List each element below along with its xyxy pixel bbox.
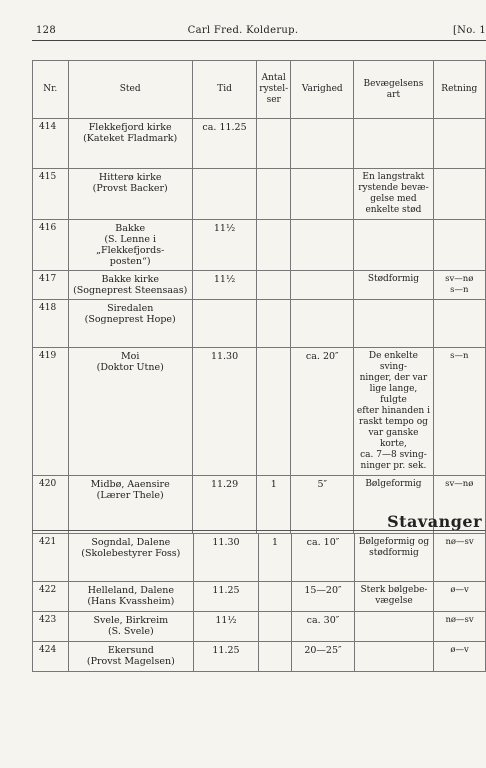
count-cell [257,220,291,271]
direction-cell [433,300,485,348]
section-rule [32,530,486,531]
direction-cell: nø—sv [434,534,486,582]
count-cell [258,582,291,612]
direction-cell: nø—sv [434,612,486,642]
col-header-art: Bevægelsens art [354,61,433,119]
duration-cell: 15—20″ [292,582,355,612]
count-cell [258,612,291,642]
place-cell: Hitterø kirke (Provst Backer) [68,169,192,220]
col-header-no: Nr. [33,61,69,119]
direction-cell: sv—nø [433,476,485,534]
time-cell: 11.25 [194,642,259,672]
row-number: 415 [33,169,69,220]
table-row [33,220,486,271]
col-header-varighed: Varighed [291,61,354,119]
table-row [33,300,486,348]
row-number: 423 [33,612,69,642]
time-cell: 11½ [194,612,259,642]
place-cell: Siredalen (Sogneprest Hope) [68,300,192,348]
time-cell: ca. 11.25 [192,119,256,169]
direction-cell: sv—nø s—n [433,271,485,300]
time-cell: 11½ [192,220,256,271]
row-number: 418 [33,300,69,348]
time-cell [192,169,256,220]
count-cell: 1 [258,534,291,582]
count-cell [257,300,291,348]
place-cell: Flekkefjord kirke (Kateket Fladmark) [68,119,192,169]
duration-cell: 5″ [291,476,354,534]
table-header-row [33,61,486,119]
place-cell: Midbø, Aaensire (Lærer Thele) [68,476,192,534]
time-cell [192,300,256,348]
table-row [33,534,486,582]
duration-cell [291,300,354,348]
place-cell: Bakke kirke (Sogneprest Steensaas) [68,271,192,300]
place-cell: Bakke (S. Lenne i „Flekkefjords- posten“) [68,220,192,271]
place-cell: Svele, Birkreim (S. Svele) [68,612,193,642]
duration-cell: ca. 10″ [292,534,355,582]
motion-type-cell: De enkelte sving- ninger, der var lige lange, fulgte efter hinanden i raskt tempo og var ganske korte, ca. 7—8 sving- ninger pr. sek. [354,348,433,476]
place-cell: Sogndal, Dalene (Skolebestyrer Foss) [68,534,193,582]
motion-type-cell [354,220,433,271]
observations-table [32,60,486,534]
row-number: 414 [33,119,69,169]
motion-type-cell [354,119,433,169]
row-number: 416 [33,220,69,271]
time-cell: 11½ [192,271,256,300]
duration-cell [291,169,354,220]
table-row [33,119,486,169]
place-cell: Moi (Doktor Utne) [68,348,192,476]
direction-cell [433,119,485,169]
col-header-tid: Tid [192,61,256,119]
count-cell [257,169,291,220]
direction-cell [433,220,485,271]
motion-type-cell: En langstrakt rystende bevæ- gelse med enkelte stød [354,169,433,220]
row-number: 422 [33,582,69,612]
duration-cell [291,119,354,169]
motion-type-cell: Sterk bølgebe- vægelse [354,582,433,612]
duration-cell: ca. 30″ [292,612,355,642]
motion-type-cell [354,612,433,642]
motion-type-cell: Bølgeformig [354,476,433,534]
time-cell: 11.25 [194,582,259,612]
table-row [33,612,486,642]
duration-cell: 20—25″ [292,642,355,672]
page-number: 128 [36,25,56,36]
motion-type-cell: Stødformig [354,271,433,300]
observations-table-stavanger [32,533,486,672]
count-cell [258,642,291,672]
time-cell: 11.29 [192,476,256,534]
row-number: 424 [33,642,69,672]
col-header-antal: Antal rystel-ser [257,61,291,119]
count-cell: 1 [257,476,291,534]
direction-cell [433,169,485,220]
direction-cell: s—n [433,348,485,476]
section-mark: [No. 1 [452,25,486,36]
place-cell: Ekersund (Provst Magelsen) [68,642,193,672]
motion-type-cell [354,642,433,672]
duration-cell: ca. 20″ [291,348,354,476]
row-number: 417 [33,271,69,300]
table-row [33,582,486,612]
table-row [33,271,486,300]
table-row [33,348,486,476]
direction-cell: ø—v [434,582,486,612]
header-rule [32,40,486,41]
table-body-b [33,534,486,672]
col-header-sted: Sted [68,61,192,119]
motion-type-cell: Bølgeformig og stødformig [354,534,433,582]
table-body-a [33,119,486,534]
count-cell [257,271,291,300]
direction-cell: ø—v [434,642,486,672]
count-cell [257,119,291,169]
table-row [33,642,486,672]
motion-type-cell [354,300,433,348]
time-cell: 11.30 [194,534,259,582]
col-header-retning: Retning [433,61,485,119]
duration-cell [291,271,354,300]
duration-cell [291,220,354,271]
row-number: 421 [33,534,69,582]
place-cell: Helleland, Dalene (Hans Kvassheim) [68,582,193,612]
count-cell [257,348,291,476]
row-number: 420 [33,476,69,534]
time-cell: 11.30 [192,348,256,476]
running-title: Carl Fred. Kolderup. [187,25,299,36]
table-row [33,169,486,220]
row-number: 419 [33,348,69,476]
section-title: Stavanger [387,512,482,531]
